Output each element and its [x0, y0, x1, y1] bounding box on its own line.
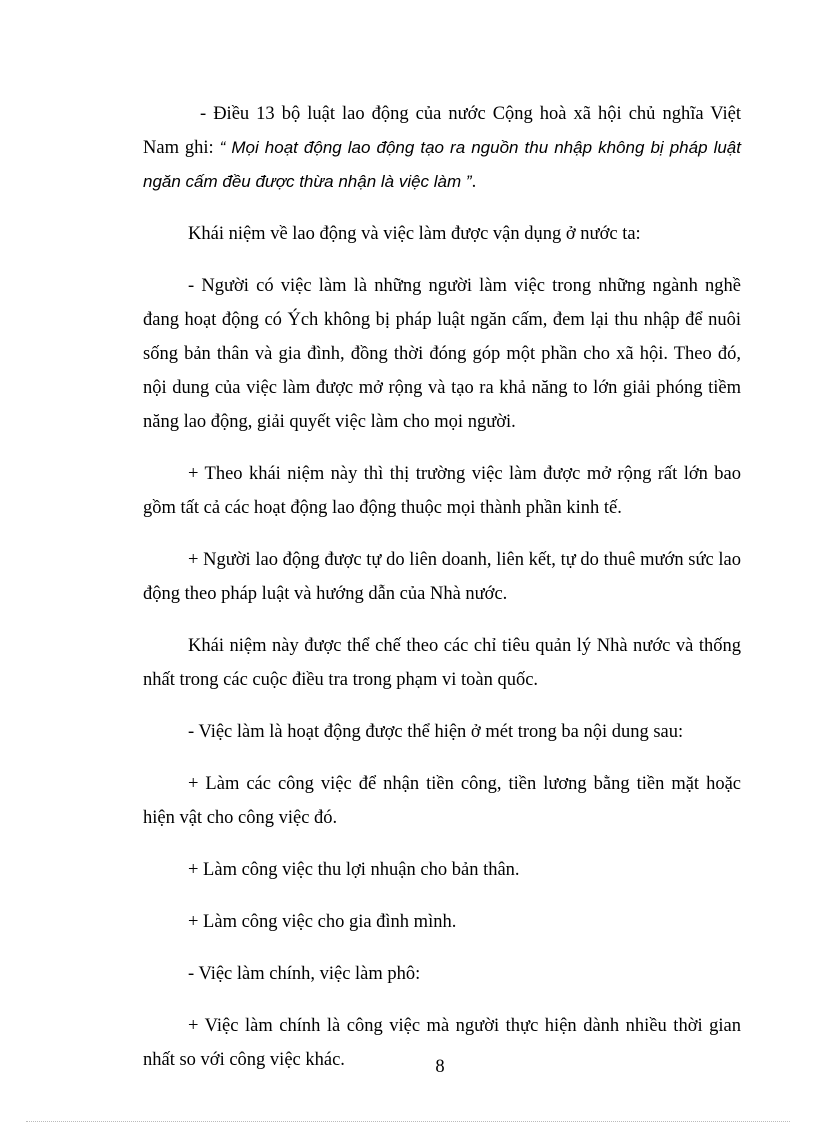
paragraph: + Người lao động được tự do liên doanh, liên kết, tự do thuê mướn sức lao động theo pháp luật và hướng dẫn của Nhà nước.	[143, 550, 741, 604]
paragraph-tail: .	[471, 172, 477, 192]
paragraph: + Theo khái niệm này thì thị trường việc làm được mở rộng rất lớn bao gồm tất cả các hoạt động lao động thuộc mọi thành phần kinh tế.	[143, 464, 741, 518]
paragraph: + Làm các công việc để nhận tiền công, tiền lương bằng tiền mặt hoặc hiện vật cho công việc đó.	[143, 774, 741, 828]
paragraph: - Việc làm là hoạt động được thể hiện ở mét trong ba nội dung sau:	[188, 722, 684, 742]
paragraph-lead: - Điều 13 bộ luật lao động của nước Cộng hoà xã hội chủ nghĩa Việt Nam ghi:	[143, 104, 741, 158]
paragraph: + Làm công việc cho gia đình mình.	[188, 912, 457, 932]
page-number: 8	[435, 1057, 445, 1077]
paragraph: - Việc làm chính, việc làm phô:	[188, 964, 421, 984]
paragraph: + Việc làm chính là công việc mà người thực hiện dành nhiều thời gian nhất so với công việc khác.	[143, 1016, 741, 1070]
paragraph: Khái niệm về lao động và việc làm được vận dụng ở nước ta:	[188, 224, 641, 244]
paragraph: Khái niệm này được thể chế theo các chỉ tiêu quản lý Nhà nước và thống nhất trong các cuộc điều tra trong phạm vi toàn quốc.	[143, 636, 741, 690]
footer-divider	[26, 1121, 790, 1122]
quotation: “ Mọi hoạt động lao động tạo ra nguồn thu nhập không bị pháp luật ngăn cấm đều được thừa nhận là việc làm ”	[143, 138, 741, 191]
body-text	[143, 97, 741, 1095]
paragraph-article-13	[143, 97, 741, 199]
paragraph: - Người có việc làm là những người làm việc trong những ngành nghề đang hoạt động có Ých không bị pháp luật ngăn cấm, đem lại thu nhập để nuôi sống bản thân và gia đình, đồng thời đóng góp một phần cho xã hội. Theo đó, nội dung của việc làm được mở rộng và tạo ra khả năng to lớn giải phóng tiềm năng lao động, giải quyết việc làm cho mọi người.	[143, 276, 741, 432]
paragraph: + Làm công việc thu lợi nhuận cho bản thân.	[188, 860, 520, 880]
